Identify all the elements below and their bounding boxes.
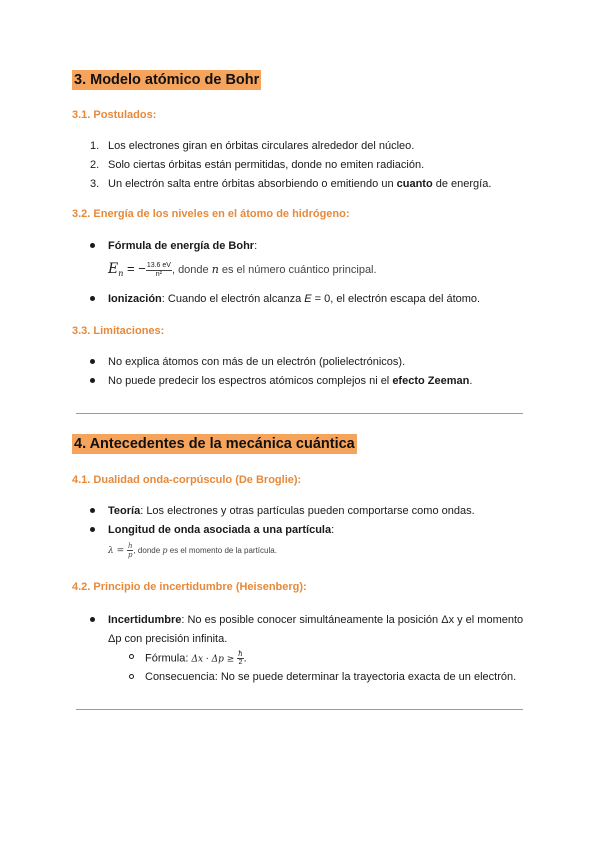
hollow-bullet-icon	[129, 654, 134, 659]
list-subitem: Fórmula: Δx · Δp ≥ $\frac{ħ}{2}$ .	[145, 650, 247, 666]
bullet-icon	[90, 243, 95, 248]
subsection-4-1-heading: 4.1. Dualidad onda-corpúsculo (De Broglie):	[72, 474, 302, 486]
subsection-3-2-heading: 3.2. Energía de los niveles en el átomo de hidrógeno:	[72, 208, 350, 220]
list-item: Fórmula de energía de Bohr:	[108, 240, 258, 252]
subsection-4-2-heading: 4.2. Principio de incertidumbre (Heisenberg):	[72, 581, 307, 593]
hollow-bullet-icon	[129, 674, 134, 679]
list-item: Teoría: Los electrones y otras partículas pueden comportarse como ondas.	[108, 505, 475, 517]
list-number: 1.	[90, 140, 100, 152]
list-item: Los electrones giran en órbitas circulares alrededor del núcleo.	[108, 140, 415, 152]
list-item: Incertidumbre: No es posible conocer simultáneamente la posición Δx y el momento	[108, 614, 524, 626]
section-4-heading: 4. Antecedentes de la mecánica cuántica	[74, 436, 355, 452]
list-item: Longitud de onda asociada a una partícula:	[108, 524, 335, 536]
de-broglie-formula: λ = $\frac{h}{p}$ , donde p es el momento de la partícula.	[108, 542, 277, 560]
bullet-icon	[90, 527, 95, 532]
list-item: Ionización: Cuando el electrón alcanza E = 0, el electrón escapa del átomo.	[108, 293, 481, 305]
list-item-continuation: Δp con precisión infinita.	[108, 633, 228, 645]
list-item: Solo ciertas órbitas están permitidas, donde no emiten radiación.	[108, 159, 425, 171]
bullet-icon	[90, 296, 95, 301]
list-item: Un electrón salta entre órbitas absorbiendo o emitiendo un cuanto de energía.	[108, 178, 492, 190]
divider	[76, 709, 523, 710]
list-subitem: Consecuencia: No se puede determinar la trayectoria exacta de un electrón.	[145, 671, 517, 683]
list-number: 2.	[90, 159, 100, 171]
bullet-icon	[90, 378, 95, 383]
bohr-formula: $E_n$ = − $\frac{13.6 eV}{\text{n²}}$ , donde n es el número cuántico principal.	[108, 261, 377, 279]
subsection-3-3-heading: 3.3. Limitaciones:	[72, 325, 165, 337]
list-number: 3.	[90, 178, 100, 190]
bullet-icon	[90, 617, 95, 622]
list-item: No explica átomos con más de un electrón (polielectrónicos).	[108, 356, 406, 368]
bullet-icon	[90, 359, 95, 364]
section-3-heading: 3. Modelo atómico de Bohr	[74, 72, 260, 88]
subsection-3-1-heading: 3.1. Postulados:	[72, 109, 157, 121]
divider	[76, 413, 523, 414]
bullet-icon	[90, 508, 95, 513]
list-item: No puede predecir los espectros atómicos complejos ni el efecto Zeeman.	[108, 375, 473, 387]
